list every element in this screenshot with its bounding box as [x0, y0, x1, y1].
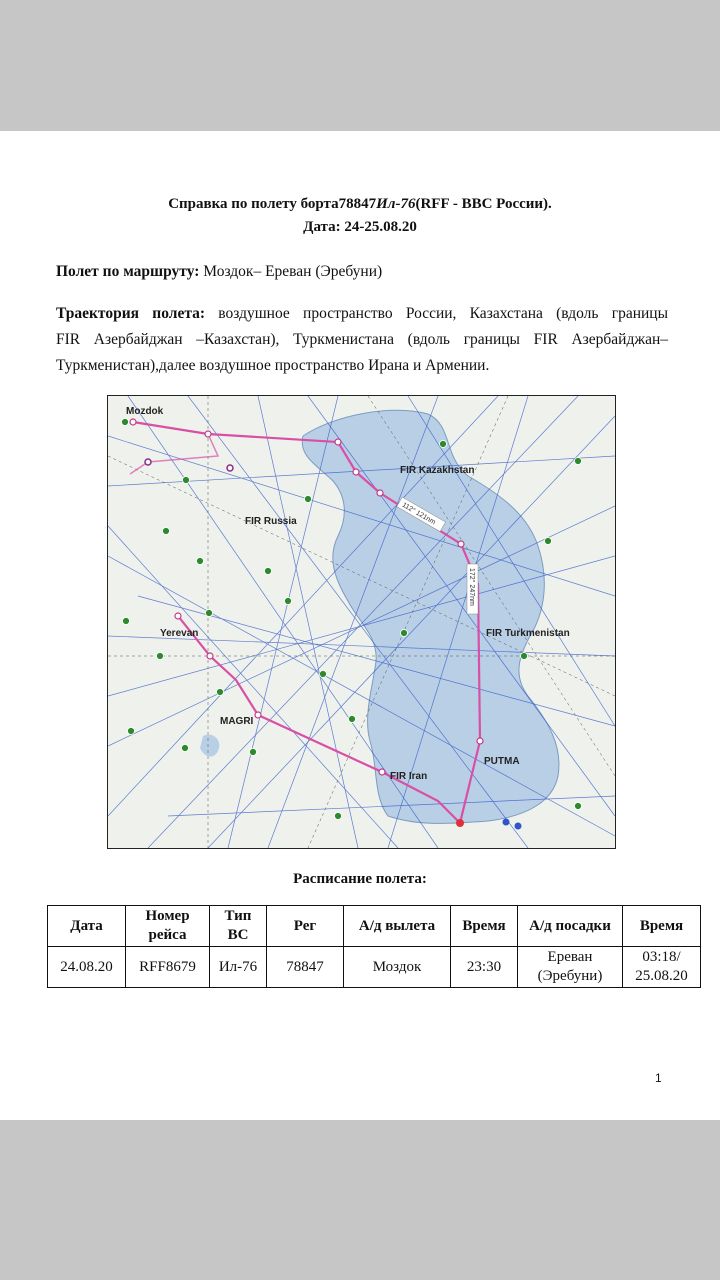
header-departure-time: Время	[451, 906, 518, 947]
route-line: Полет по маршруту: Моздок– Ереван (Эребуни)	[56, 263, 383, 280]
document-page	[0, 131, 720, 1120]
map-svg	[108, 396, 615, 848]
page-number: 1	[655, 1071, 662, 1085]
cell-flight: RFF8679	[126, 947, 210, 988]
label-yerevan: Yerevan	[160, 628, 199, 639]
header-arrival: А/д посадки	[518, 906, 623, 947]
segment-label-2-text: 172° 247nm	[468, 568, 475, 606]
header-reg: Рег	[267, 906, 344, 947]
segment-label-2	[467, 564, 478, 614]
document-date: Дата: 24-25.08.20	[303, 219, 417, 235]
header-arrival-time: Время	[623, 906, 701, 947]
purple-waypoint	[227, 465, 233, 471]
trajectory-line-1: Траектория полета: воздушное пространство России, Казахстана (вдоль границы	[56, 305, 669, 322]
bottom-gray-band	[0, 1120, 720, 1280]
cell-departure: Моздок	[344, 947, 451, 988]
blue-marker	[515, 823, 522, 830]
table-row	[48, 947, 701, 988]
blue-marker	[503, 819, 510, 826]
schedule-header-row	[48, 906, 701, 947]
label-putma: PUTMA	[484, 756, 520, 767]
header-departure: А/д вылета	[344, 906, 451, 947]
label-fir-turkmenistan: FIR Turkmenistan	[486, 628, 570, 639]
trajectory-line-3: Туркменистан),далее воздушное пространство Ирана и Армении.	[56, 357, 490, 374]
label-fir-iran: FIR Iran	[390, 771, 428, 782]
flight-route-map	[107, 395, 616, 849]
cell-arrival-time: 03:18/ 25.08.20	[623, 947, 701, 988]
putma-endpoint-marker	[456, 819, 464, 827]
top-gray-band	[0, 0, 720, 131]
segment-label-1-text: 112° 121nm	[400, 501, 437, 527]
document-title: Справка по полету борта78847Ил-76(RFF - ВВС России).	[168, 196, 552, 212]
cell-reg: 78847	[267, 947, 344, 988]
cell-type: Ил-76	[210, 947, 267, 988]
schedule-table	[47, 905, 701, 988]
header-type: Тип ВС	[210, 906, 267, 947]
cell-departure-time: 23:30	[451, 947, 518, 988]
trajectory-line-2: FIR Азербайджан –Казахстан), Туркменистана (вдоль границы FIR Азербайджан–	[56, 331, 668, 348]
header-flight: Номер рейса	[126, 906, 210, 947]
schedule-title: Расписание полета:	[293, 871, 427, 887]
label-mozdok: Mozdok	[126, 406, 164, 417]
cell-arrival: Ереван (Эребуни)	[518, 947, 623, 988]
cell-date: 24.08.20	[48, 947, 126, 988]
purple-waypoint	[145, 459, 151, 465]
header-date: Дата	[48, 906, 126, 947]
label-magri: MAGRI	[220, 716, 254, 727]
label-fir-russia: FIR Russia	[245, 516, 297, 527]
label-fir-kazakhstan: FIR Kazakhstan	[400, 465, 475, 476]
